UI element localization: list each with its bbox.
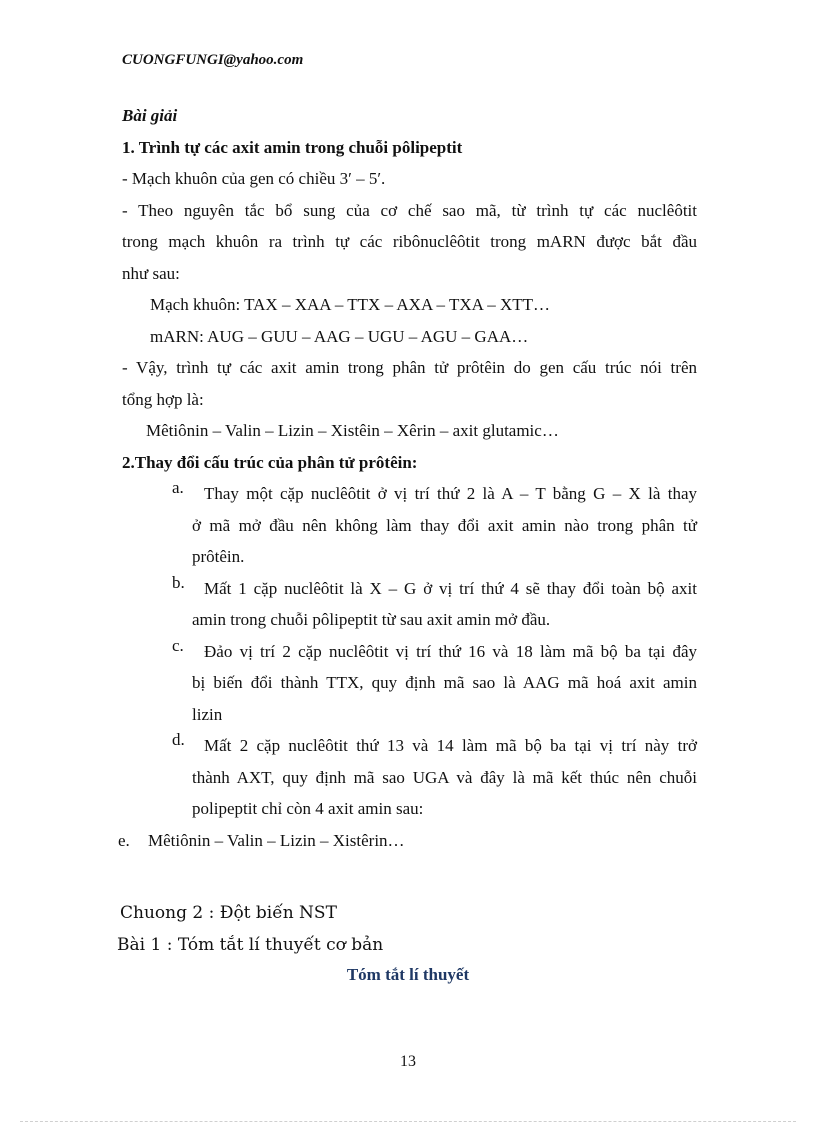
item-label: b. <box>172 572 185 592</box>
item-line: Đảo vị trí 2 cặp nuclêôtit vị trí thứ 16 và 18 làm mã bộ ba tại đây <box>204 641 697 661</box>
item-line: amin trong chuỗi pôlipeptit từ sau axit amin mở đầu. <box>192 610 551 629</box>
part1-para3-line2: tổng hợp là: <box>122 389 204 409</box>
list-item-b <box>122 573 697 636</box>
item-label: a. <box>172 478 184 497</box>
item-line: ở mã mở đầu nên không làm thay đổi axit amin nào trong phân tử <box>192 515 697 535</box>
item-line: thành AXT, quy định mã sao UGA và đây là mã kết thúc nên chuỗi <box>192 767 697 787</box>
item-label: e. <box>118 830 130 850</box>
item-label: c. <box>172 635 184 655</box>
item-line: prôtêin. <box>192 547 245 566</box>
part2-title: 2.Thay đổi cấu trúc của phân tử prôtêin: <box>122 452 418 472</box>
part1-title: 1. Trình tự các axit amin trong chuỗi pôlipeptit <box>122 137 463 157</box>
chapter-heading: Chuong 2 : Đột biến NST <box>120 903 337 923</box>
list-item-c <box>122 636 697 731</box>
page-bottom-border <box>20 1121 796 1122</box>
item-line: Mêtiônin – Valin – Lizin – Xistêrin… <box>148 830 405 850</box>
item-line: bị biến đổi thành TTX, quy định mã sao là AAG mã hoá axit amin <box>192 673 697 692</box>
part1-para2-line2: trong mạch khuôn ra trình tự các ribônuclêôtit trong mARN được bắt đầu <box>122 232 697 251</box>
item-line: lizin <box>192 704 223 724</box>
list-item-a <box>122 478 697 573</box>
list-item-d <box>122 730 697 825</box>
item-label: d. <box>172 730 185 749</box>
section-title: Tóm tắt lí thuyết <box>346 965 470 984</box>
item-line: Mất 1 cặp nuclêôtit là X – G ở vị trí thứ 4 sẽ thay đổi toàn bộ axit <box>204 578 697 598</box>
solution-heading: Bài giải <box>122 106 178 125</box>
item-line: Mất 2 cặp nuclêôtit thứ 13 và 14 làm mã bộ ba tại vị trí này trở <box>204 736 697 755</box>
part1-line1: - Mạch khuôn của gen có chiều 3′ – 5′. <box>122 169 386 188</box>
part1-para2-line3: như sau: <box>122 263 180 283</box>
item-line: Thay một cặp nuclêôtit ở vị trí thứ 2 là A – T bằng G – X là thay <box>204 484 697 503</box>
template-strand: Mạch khuôn: TAX – XAA – TTX – AXA – TXA – XTT… <box>150 295 551 314</box>
lesson-heading: Bài 1 : Tóm tắt lí thuyết cơ bản <box>117 935 384 955</box>
item-line: polipeptit chỉ còn 4 axit amin sau: <box>192 799 424 818</box>
header-email: CUONGFUNGI@yahoo.com <box>122 52 304 68</box>
amino-acid-sequence: Mêtiônin – Valin – Lizin – Xistêin – Xêrin – axit glutamic… <box>146 421 559 440</box>
part1-para2-line1: - Theo nguyên tắc bổ sung của cơ chế sao mã, từ trình tự các nuclêôtit <box>122 200 697 220</box>
page-number: 13 <box>400 1053 416 1070</box>
solution-body <box>118 100 697 856</box>
list-item-e <box>118 825 697 857</box>
part1-para3-line1: - Vậy, trình tự các axit amin trong phân tử prôtêin do gen cấu trúc nói trên <box>122 358 697 377</box>
mrna-strand: mARN: AUG – GUU – AAG – UGU – AGU – GAA… <box>150 326 529 346</box>
